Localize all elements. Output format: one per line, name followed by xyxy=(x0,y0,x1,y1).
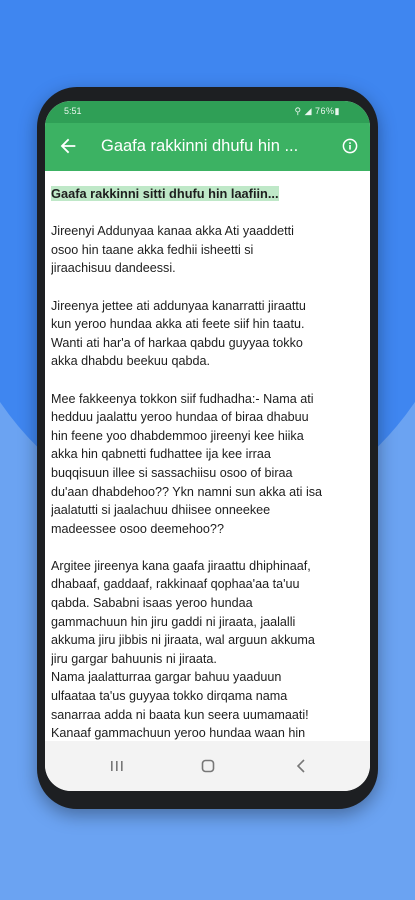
info-icon xyxy=(342,138,358,154)
back-button[interactable] xyxy=(57,135,79,157)
arrow-left-icon xyxy=(57,135,79,157)
article-paragraph: Jireenyi Addunyaa kanaa akka Ati yaaddetti osoo hin taane akka fedhii isheetti si jiraachisuu dandeessi. xyxy=(51,224,294,276)
system-nav-bar xyxy=(45,741,370,791)
article-paragraph: Mee fakkeenya tokkon siif fudhadha:- Nama ati hedduu jaalattu yeroo hundaa of biraa dhabuu hin feene yoo dhabdemmoo jireenyi kee hiika akka hin qabnetti fudhattee ija kee irraa buqqisuun illee si sassachiisu osoo of biraa du'aan dhabdehoo?? Ykn namni sun akka ati isa jaalatutti si jaalachuu dhiisee onneekee madeessee osoo deemehoo?? xyxy=(51,391,323,536)
recent-apps-button[interactable] xyxy=(107,757,127,775)
status-bar xyxy=(45,101,370,123)
status-icons: ⚲ ◢ 76%▮ xyxy=(294,106,340,116)
nav-back-button[interactable] xyxy=(291,757,311,775)
phone-screen xyxy=(45,101,370,791)
back-icon xyxy=(291,757,311,775)
status-time: 5:51 xyxy=(64,106,82,116)
home-icon xyxy=(198,757,218,775)
home-button[interactable] xyxy=(198,757,218,775)
recent-apps-icon xyxy=(107,757,127,775)
article-paragraph: Jireenya jettee ati addunyaa kanarratti jiraattu kun yeroo hundaa akka ati feete siif hin taatu. Wanti ati har'a of harkaa qabdu guyyaa tokko akka dhabdu beekuu qabda. xyxy=(51,298,306,369)
article-paragraph: Argitee jireenya kana gaafa jiraattu dhiphinaaf, dhabaaf, gaddaaf, rakkinaaf qophaa'aa ta'uu qabda. Sababni isaas yeroo hundaa gammachuun hin jiru gaddi ni jiraata, jaalalli akkuma jiru jibbis ni jiraata, wal arguun akkuma jiru gargar bahuunis ni jiraata. Nama jaalatturraa gargar bahuu yaaduun ulfaataa ta'us guyyaa tokko dirqama nama sanarraa adda ni baata kun seera uumamaati! Kanaaf gammachuun yeroo hundaa waan hin xyxy=(51,558,315,741)
app-bar xyxy=(45,123,370,171)
article-heading: Gaafa rakkinni sitti dhufu hin laafiin... xyxy=(51,186,279,201)
info-button[interactable] xyxy=(342,138,358,154)
article-content xyxy=(51,185,369,741)
page-title: Gaafa rakkinni dhufu hin ... xyxy=(101,137,299,155)
